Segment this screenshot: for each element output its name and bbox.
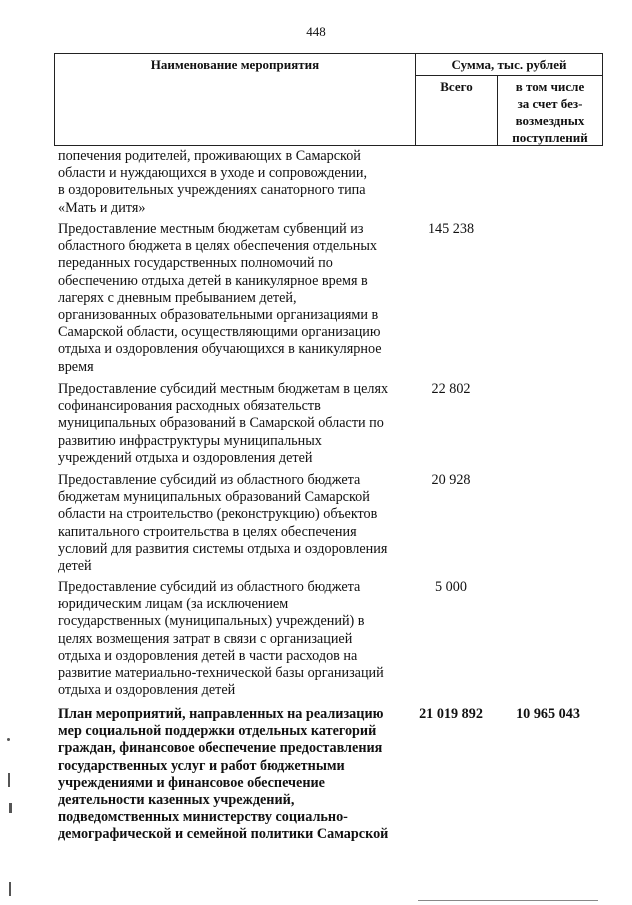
header-name-column: Наименование мероприятия	[150, 57, 320, 72]
row-description: Предоставление местным бюджетам субвенций из областного бюджета в целях обеспечения отдельных переданных государственных полномочий по обеспечению отдыха детей в каникулярное время в лагерях с дневным пребыванием детей, организованных образовательными организациями в Самарской области, осуществляющими организацию отдыха и оздоровления обучающихся в каникулярное время	[58, 221, 382, 375]
row-total: 22 802	[431, 381, 471, 397]
row-total: 145 238	[427, 221, 475, 237]
row-description: попечения родителей, проживающих в Самарской области и нуждающихся в уходе и сопровождении, в оздоровительных учреждениях санаторного типа «Мать и дитя»	[58, 148, 368, 216]
scan-speck	[7, 738, 10, 741]
row-description: План мероприятий, направленных на реализацию мер социальной поддержки отдельных категорий граждан, финансовое обеспечение предоставления государственных услуг и работ бюджетными учреждениями и финансовое обеспечение деятельности казенных учреждений, подведомственных министерству социально- демографической и семейной политики Самарской	[58, 706, 389, 843]
row-description: Предоставление субсидий из областного бюджета юридическим лицам (за исключением государственных (муниципальных) учреждений) в целях возмещения затрат в связи с организацией отдыха и оздоровления детей в части расходов на развитие материально-технической базы организаций отдыха и оздоровления детей	[58, 579, 384, 699]
row-gratuitous: 10 965 043	[516, 706, 580, 722]
row-total: 21 019 892	[419, 706, 483, 722]
header-sum-column: Сумма, тыс. рублей	[451, 57, 567, 72]
header-total-column: Всего	[440, 79, 473, 94]
page-bottom-rule	[418, 900, 598, 901]
row-description: Предоставление субсидий из областного бюджета бюджетам муниципальных образований Самарской области на строительство (реконструкцию) объектов капитального строительства в целях обеспечения условий для развития системы отдыха и оздоровления детей	[58, 472, 388, 575]
row-description: Предоставление субсидий местным бюджетам в целях софинансирования расходных обязательств муниципальных образований в Самарской области по развитию инфраструктуры муниципальных учреждений отдыха и оздоровления детей	[58, 381, 389, 466]
page-number: 448	[306, 24, 326, 39]
header-top-border	[54, 53, 603, 54]
header-right-border	[602, 53, 603, 146]
scan-speck	[8, 773, 10, 787]
row-total: 20 928	[431, 472, 471, 488]
row-total: 5 000	[435, 579, 467, 595]
header-mid-border	[415, 75, 603, 76]
scan-speck	[9, 882, 11, 896]
scan-speck	[9, 803, 12, 813]
header-gratuitous-column: в том числе за счет без- возмездных поступлений	[512, 79, 588, 145]
